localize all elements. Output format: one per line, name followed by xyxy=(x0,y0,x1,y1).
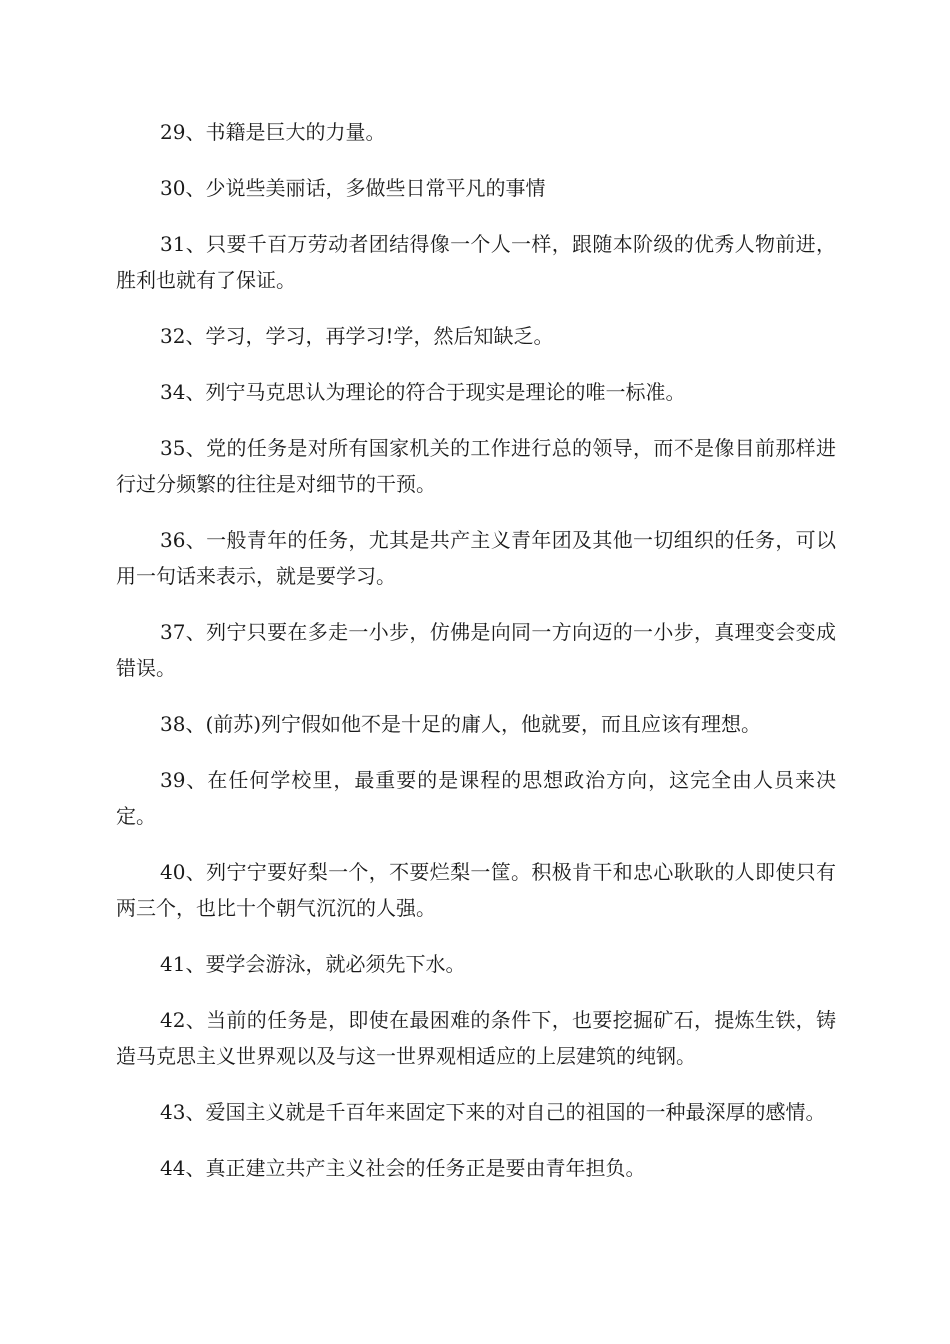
document-body xyxy=(116,114,836,1206)
quote-39: 39、在任何学校里，最重要的是课程的思想政治方向，这完全由人员来决定。 xyxy=(116,768,836,828)
quote-32: 32、学习，学习，再学习!学，然后知缺乏。 xyxy=(160,324,554,348)
quote-43: 43、爱国主义就是千百年来固定下来的对自己的祖国的一种最深厚的感情。 xyxy=(160,1100,826,1124)
quote-29: 29、书籍是巨大的力量。 xyxy=(160,120,386,144)
quote-36: 36、一般青年的任务，尤其是共产主义青年团及其他一切组织的任务，可以用一句话来表示，就是要学习。 xyxy=(116,528,836,588)
quote-41: 41、要学会游泳，就必须先下水。 xyxy=(160,952,466,976)
quote-37: 37、列宁只要在多走一小步，仿佛是向同一方向迈的一小步，真理变会变成错误。 xyxy=(116,620,836,680)
quote-44: 44、真正建立共产主义社会的任务正是要由青年担负。 xyxy=(160,1156,646,1180)
quote-31: 31、只要千百万劳动者团结得像一个人一样，跟随本阶级的优秀人物前进，胜利也就有了保证。 xyxy=(116,232,836,292)
quote-42: 42、当前的任务是，即使在最困难的条件下，也要挖掘矿石，提炼生铁，铸造马克思主义世界观以及与这一世界观相适应的上层建筑的纯钢。 xyxy=(116,1008,836,1068)
quote-38: 38、(前苏)列宁假如他不是十足的庸人，他就要，而且应该有理想。 xyxy=(160,712,762,736)
quote-40: 40、列宁宁要好梨一个，不要烂梨一筐。积极肯干和忠心耿耿的人即使只有两三个，也比十个朝气沉沉的人强。 xyxy=(116,860,836,920)
quote-30: 30、少说些美丽话，多做些日常平凡的事情 xyxy=(160,176,546,200)
quote-34: 34、列宁马克思认为理论的符合于现实是理论的唯一标准。 xyxy=(160,380,686,404)
quote-35: 35、党的任务是对所有国家机关的工作进行总的领导，而不是像目前那样进行过分频繁的往往是对细节的干预。 xyxy=(116,436,836,496)
